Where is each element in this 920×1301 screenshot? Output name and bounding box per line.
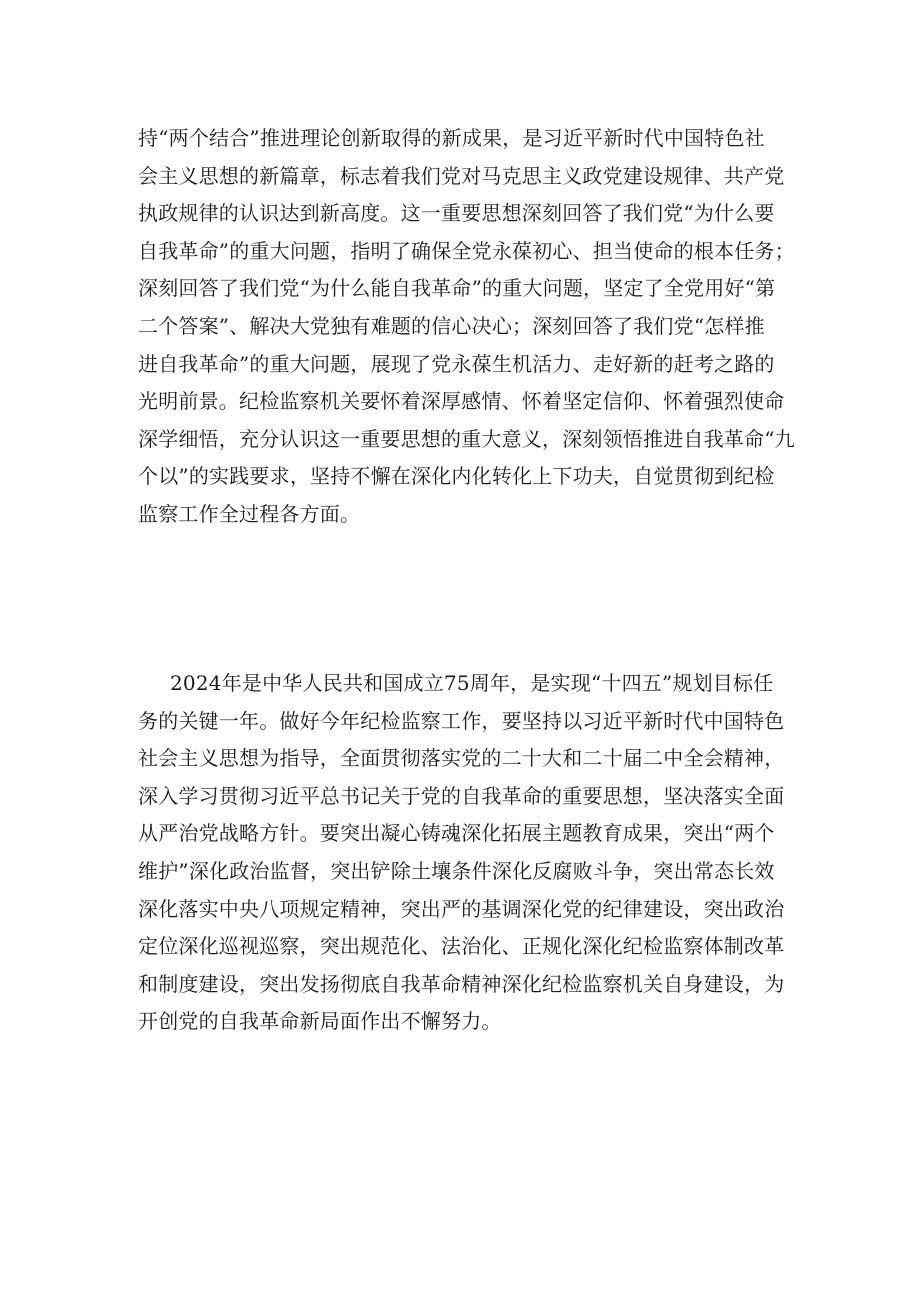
paragraph-line: 维护”深化政治监督，突出铲除土壤条件深化反腐败斗争，突出常态长效 [138, 858, 775, 883]
paragraph-line: 深学细悟，充分认识这一重要思想的重大意义，深刻领悟推进自我革命“九 [138, 426, 795, 451]
paragraph-line: 执政规律的认识达到新高度。这一重要思想深刻回答了我们党“为什么要 [138, 201, 775, 226]
paragraph-line: 定位深化巡视巡察，突出规范化、法治化、正规化深化纪检监察体制改革 [138, 934, 785, 959]
paragraph-2 [138, 665, 798, 1041]
paragraph-line: 会主义思想的新篇章，标志着我们党对马克思主义政党建设规律、共产党 [138, 163, 785, 188]
paragraph-line: 深化落实中央八项规定精神，突出严的基调深化党的纪律建设，突出政治 [138, 896, 785, 921]
paragraph-line: 监察工作全过程各方面。 [138, 501, 361, 526]
paragraph-line: 持“两个结合”推进理论创新取得的新成果，是习近平新时代中国特色社 [138, 126, 765, 150]
paragraph-line: 二个答案”、解决大党独有难题的信心决心；深刻回答了我们党“怎样推 [138, 313, 765, 338]
paragraph-line: 社会主义思想为指导，全面贯彻落实党的二十大和二十届二中全会精神， [138, 746, 785, 771]
paragraph-line: 深入学习贯彻习近平总书记关于党的自我革命的重要思想，坚决落实全面 [138, 783, 785, 808]
paragraph-line: 从严治党战略方针。要突出凝心铸魂深化拓展主题教育成果，突出“两个 [138, 821, 775, 846]
paragraph-line: 开创党的自我革命新局面作出不懈努力。 [138, 1009, 502, 1034]
paragraph-line: 和制度建设，突出发扬彻底自我革命精神深化纪检监察机关自身建设，为 [138, 971, 785, 996]
paragraph-line: 光明前景。纪检监察机关要怀着深厚感情、怀着坚定信仰、怀着强烈使命 [138, 389, 785, 414]
paragraph-1 [138, 120, 798, 534]
paragraph-line: 进自我革命”的重大问题，展现了党永葆生机活力、走好新的赶考之路的 [138, 351, 775, 376]
paragraph-line: 个以”的实践要求，坚持不懈在深化内化转化上下功夫，自觉贯彻到纪检 [138, 464, 775, 489]
paragraph-line: 务的关键一年。做好今年纪检监察工作，要坚持以习近平新时代中国特色 [138, 708, 785, 733]
paragraph-line: 自我革命”的重大问题，指明了确保全党永葆初心、担当使命的根本任务； [138, 238, 795, 263]
paragraph-line: 深刻回答了我们党“为什么能自我革命”的重大问题，坚定了全党用好“第 [138, 276, 776, 301]
paragraph-line: 2024年是中华人民共和国成立75周年，是实现“十四五”规划目标任 [170, 671, 774, 695]
